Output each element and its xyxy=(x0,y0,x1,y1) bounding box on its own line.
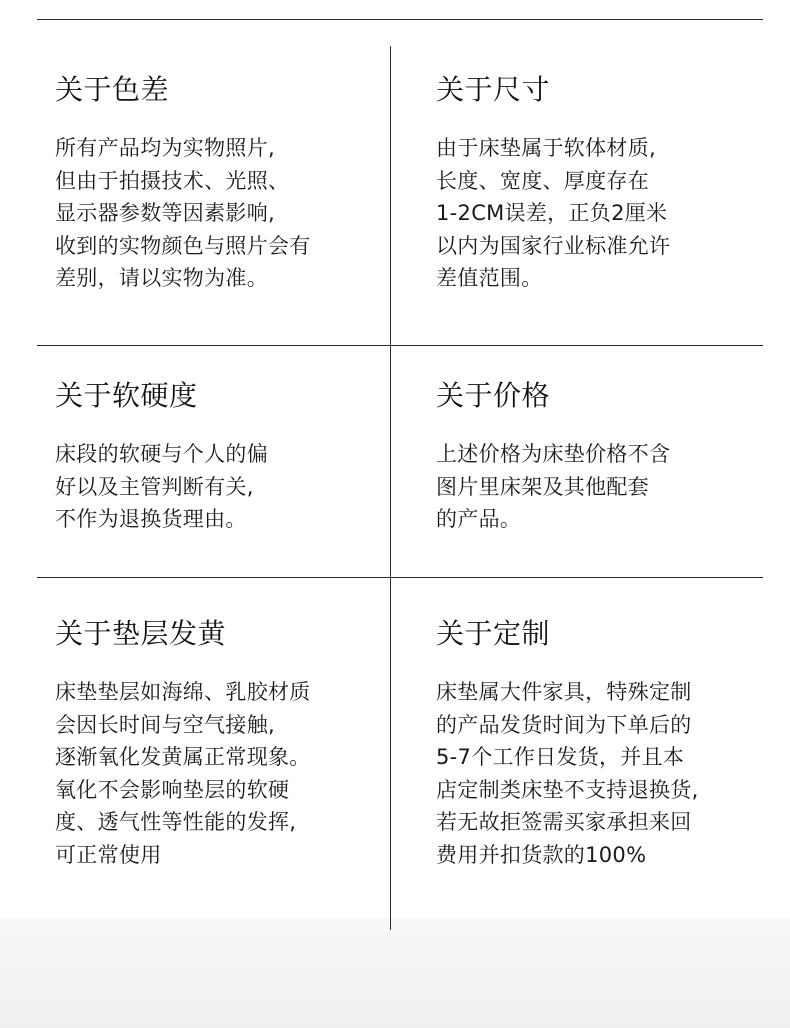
row-divider-2 xyxy=(37,577,763,578)
body-line: 会因长时间与空气接触, xyxy=(55,712,275,737)
body-line: 长度、宽度、厚度存在 xyxy=(436,168,649,193)
section-title: 关于价格 xyxy=(436,379,551,412)
section-color-difference xyxy=(55,74,375,295)
body-line: 床垫属大件家具，特殊定制 xyxy=(436,680,692,704)
body-line: 床垫垫层如海绵、乳胶材质 xyxy=(55,680,311,704)
body-line: 显示器参数等因素影响, xyxy=(55,201,275,225)
body-line: 的产品。 xyxy=(436,507,522,531)
section-title: 关于垫层发黄 xyxy=(55,617,227,650)
section-body xyxy=(436,676,756,871)
section-yellowing xyxy=(55,618,375,871)
section-size xyxy=(436,74,756,295)
section-title: 关于尺寸 xyxy=(436,73,551,106)
body-line: 的产品发货时间为下单后的 xyxy=(436,712,692,737)
body-line: 差值范围。 xyxy=(436,266,543,290)
body-line: 5-7个工作日发货，并且本 xyxy=(436,745,685,769)
row-divider-1 xyxy=(37,345,763,346)
body-line: 上述价格为床垫价格不含 xyxy=(436,442,671,466)
body-line: 以内为国家行业标准允许 xyxy=(436,233,671,258)
body-line: 收到的实物颜色与照片会有 xyxy=(55,233,311,258)
body-line: 所有产品均为实物照片, xyxy=(55,136,275,160)
body-line: 可正常使用 xyxy=(55,842,162,867)
body-line: 但由于拍摄技术、光照、 xyxy=(55,168,290,193)
section-title: 关于定制 xyxy=(436,617,551,650)
body-line: 若无故拒签需买家承担来回 xyxy=(436,810,692,834)
body-line: 度、透气性等性能的发挥, xyxy=(55,810,297,834)
section-body xyxy=(436,132,756,295)
body-line: 费用并扣货款的100% xyxy=(436,842,647,867)
section-price xyxy=(436,380,756,536)
column-divider xyxy=(390,46,391,930)
body-line: 1-2CM误差，正负2厘米 xyxy=(436,201,668,225)
body-line: 床段的软硬与个人的偏 xyxy=(55,442,268,466)
body-line: 由于床垫属于软体材质, xyxy=(436,136,656,160)
body-line: 氧化不会影响垫层的软硬 xyxy=(55,777,290,802)
section-title: 关于软硬度 xyxy=(55,379,198,412)
body-line: 好以及主管判断有关, xyxy=(55,474,254,499)
section-customization xyxy=(436,618,756,871)
body-line: 店定制类床垫不支持退换货, xyxy=(436,777,699,802)
section-body xyxy=(436,438,756,536)
section-body xyxy=(55,132,375,295)
top-divider xyxy=(37,19,763,20)
body-line: 图片里床架及其他配套 xyxy=(436,474,649,499)
section-firmness xyxy=(55,380,375,536)
section-body xyxy=(55,676,375,871)
body-line: 逐渐氧化发黄属正常现象。 xyxy=(55,745,311,769)
body-line: 差别，请以实物为准。 xyxy=(55,266,268,290)
bottom-background-band xyxy=(0,918,790,1028)
section-body xyxy=(55,438,375,536)
body-line: 不作为退换货理由。 xyxy=(55,507,247,531)
section-title: 关于色差 xyxy=(55,73,170,106)
